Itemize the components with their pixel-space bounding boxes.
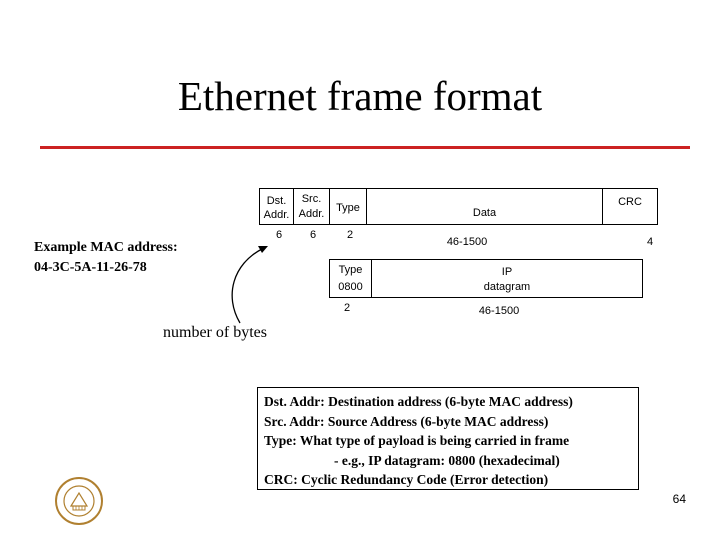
legend-src: Src. Addr: Source Address (6-byte MAC address) — [264, 413, 549, 429]
ip-datagram-bytes: 46-1500 — [478, 305, 520, 317]
slide-title: Ethernet frame format — [177, 73, 543, 119]
frame-dst-label-1: Dst. — [266, 195, 287, 207]
example-mac-line1: Example MAC address: — [34, 240, 178, 255]
frame-src-bytes: 6 — [309, 229, 317, 241]
frame-crc-bytes: 4 — [646, 236, 654, 248]
frame-crc-label: CRC — [618, 196, 642, 208]
frame-dst-label-2: Addr. — [263, 209, 290, 221]
university-seal-logo — [54, 476, 104, 526]
ip-datagram-label-2: datagram — [483, 281, 531, 293]
frame-type-bytes: 2 — [346, 229, 354, 241]
legend-crc: CRC: Cyclic Redundancy Code (Error detection) — [264, 472, 549, 487]
frame-src-label-2: Addr. — [298, 208, 325, 220]
field-legend — [257, 387, 639, 490]
ip-type-bytes: 2 — [343, 302, 351, 314]
frame-data-label: Data — [472, 207, 497, 219]
frame-data-bytes: 46-1500 — [446, 236, 488, 248]
legend-type-example: - e.g., IP datagram: 0800 (hexadecimal) — [334, 452, 560, 468]
number-of-bytes-label: number of bytes — [163, 324, 267, 341]
ip-type-value: 0800 — [338, 281, 363, 293]
page-number: 64 — [672, 492, 686, 506]
legend-type: Type: What type of payload is being carried in frame — [264, 433, 570, 448]
ip-type-label: Type — [338, 264, 363, 276]
legend-dst: Dst. Addr: Destination address (6-byte MAC address) — [264, 394, 573, 409]
frame-type-label: Type — [336, 202, 360, 214]
frame-src-label-1: Src. — [301, 193, 322, 205]
example-mac-line2: 04-3C-5A-11-26-78 — [34, 260, 147, 275]
ip-datagram-label-1: IP — [501, 266, 513, 278]
frame-dst-bytes: 6 — [275, 229, 283, 241]
